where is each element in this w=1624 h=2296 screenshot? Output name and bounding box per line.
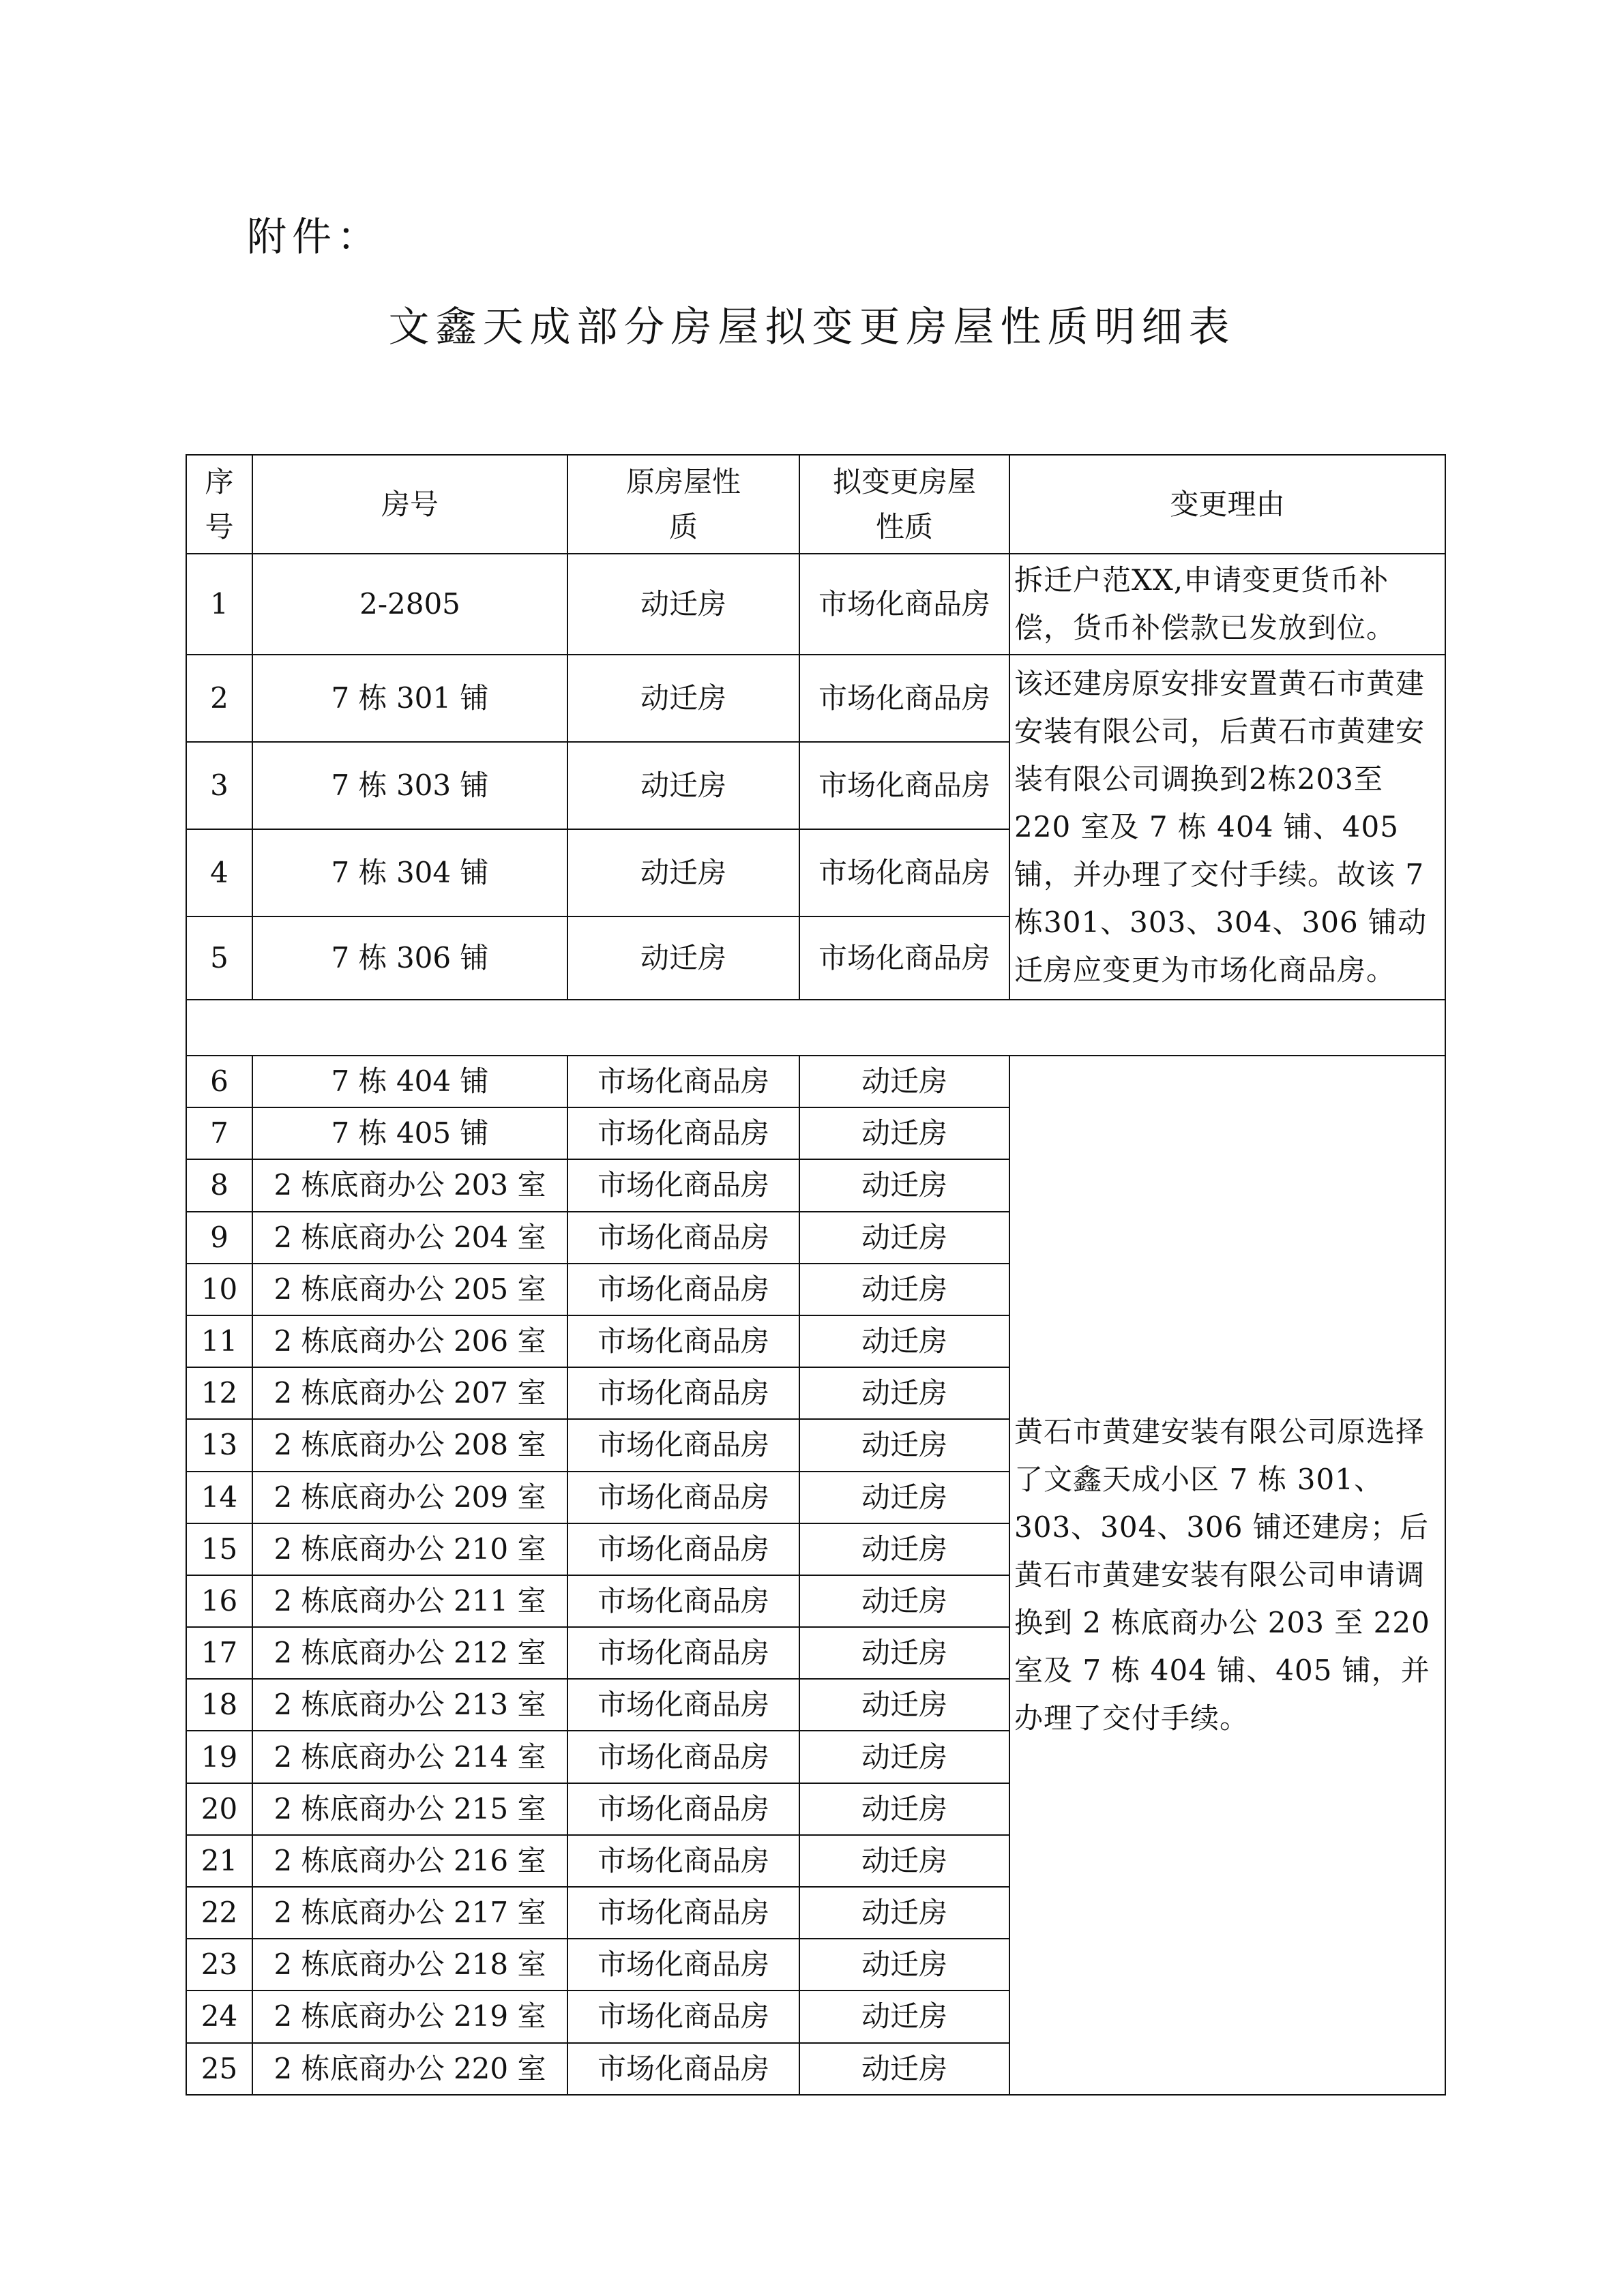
cell-orig-nature: 市场化商品房 [567, 1367, 799, 1419]
cell-orig-nature: 市场化商品房 [567, 1419, 799, 1471]
cell-orig-nature: 市场化商品房 [567, 1056, 799, 1107]
cell-room: 7 栋 404 铺 [252, 1056, 567, 1107]
cell-seq: 11 [186, 1315, 252, 1367]
spacer-row [186, 1000, 1445, 1056]
table-row [186, 554, 1445, 655]
cell-new-nature: 动迁房 [799, 1575, 1009, 1627]
cell-new-nature: 动迁房 [799, 1731, 1009, 1783]
cell-orig-nature: 动迁房 [567, 829, 799, 916]
cell-room: 2 栋底商办公 212 室 [252, 1627, 567, 1679]
cell-orig-nature: 市场化商品房 [567, 1575, 799, 1627]
cell-new-nature: 市场化商品房 [799, 655, 1009, 742]
cell-new-nature: 动迁房 [799, 1367, 1009, 1419]
cell-orig-nature: 动迁房 [567, 742, 799, 829]
cell-room: 2-2805 [252, 554, 567, 655]
cell-room: 2 栋底商办公 206 室 [252, 1315, 567, 1367]
cell-reason: 拆迁户范XX,申请变更货币补偿，货币补偿款已发放到位。 [1009, 554, 1445, 655]
cell-seq: 2 [186, 655, 252, 742]
cell-seq: 15 [186, 1523, 252, 1575]
cell-new-nature: 动迁房 [799, 1679, 1009, 1731]
cell-orig-nature: 市场化商品房 [567, 1939, 799, 1991]
cell-seq: 25 [186, 2043, 252, 2095]
cell-orig-nature: 市场化商品房 [567, 2043, 799, 2095]
cell-room: 7 栋 301 铺 [252, 655, 567, 742]
cell-room: 7 栋 405 铺 [252, 1107, 567, 1159]
cell-new-nature: 动迁房 [799, 1939, 1009, 1991]
cell-room: 7 栋 303 铺 [252, 742, 567, 829]
cell-room: 2 栋底商办公 208 室 [252, 1419, 567, 1471]
cell-orig-nature: 动迁房 [567, 554, 799, 655]
cell-new-nature: 动迁房 [799, 1783, 1009, 1835]
spacer-cell [186, 1000, 1445, 1056]
cell-seq: 16 [186, 1575, 252, 1627]
cell-orig-nature: 市场化商品房 [567, 1991, 799, 2042]
cell-reason-group1: 该还建房原安排安置黄石市黄建安装有限公司，后黄石市黄建安装有限公司调换到2栋203至 220 室及 7 栋 404 铺、405 铺，并办理了交付手续。故该 7 栋301、303、304、306 铺动迁房应变更为市场化商品房。 [1009, 655, 1445, 1000]
cell-seq: 9 [186, 1212, 252, 1264]
cell-orig-nature: 市场化商品房 [567, 1264, 799, 1315]
cell-seq: 17 [186, 1627, 252, 1679]
cell-orig-nature: 市场化商品房 [567, 1159, 799, 1211]
cell-orig-nature: 市场化商品房 [567, 1887, 799, 1939]
cell-seq: 19 [186, 1731, 252, 1783]
cell-new-nature: 市场化商品房 [799, 554, 1009, 655]
header-room: 房号 [252, 455, 567, 554]
cell-new-nature: 市场化商品房 [799, 829, 1009, 916]
cell-seq: 3 [186, 742, 252, 829]
cell-room: 2 栋底商办公 215 室 [252, 1783, 567, 1835]
cell-new-nature: 市场化商品房 [799, 916, 1009, 1000]
cell-seq: 20 [186, 1783, 252, 1835]
cell-new-nature: 动迁房 [799, 1887, 1009, 1939]
cell-orig-nature: 市场化商品房 [567, 1679, 799, 1731]
cell-new-nature: 市场化商品房 [799, 742, 1009, 829]
cell-new-nature: 动迁房 [799, 1419, 1009, 1471]
cell-seq: 12 [186, 1367, 252, 1419]
cell-room: 2 栋底商办公 211 室 [252, 1575, 567, 1627]
cell-orig-nature: 市场化商品房 [567, 1523, 799, 1575]
cell-orig-nature: 动迁房 [567, 655, 799, 742]
table-header-row [186, 455, 1445, 554]
cell-room: 2 栋底商办公 203 室 [252, 1159, 567, 1211]
cell-room: 2 栋底商办公 216 室 [252, 1835, 567, 1887]
cell-room: 2 栋底商办公 217 室 [252, 1887, 567, 1939]
cell-orig-nature: 市场化商品房 [567, 1212, 799, 1264]
cell-new-nature: 动迁房 [799, 1472, 1009, 1523]
cell-room: 2 栋底商办公 218 室 [252, 1939, 567, 1991]
cell-seq: 14 [186, 1472, 252, 1523]
cell-new-nature: 动迁房 [799, 1159, 1009, 1211]
cell-seq: 10 [186, 1264, 252, 1315]
cell-orig-nature: 市场化商品房 [567, 1783, 799, 1835]
cell-room: 2 栋底商办公 210 室 [252, 1523, 567, 1575]
cell-room: 2 栋底商办公 220 室 [252, 2043, 567, 2095]
cell-new-nature: 动迁房 [799, 1835, 1009, 1887]
cell-room: 2 栋底商办公 213 室 [252, 1679, 567, 1731]
cell-new-nature: 动迁房 [799, 1264, 1009, 1315]
cell-room: 2 栋底商办公 214 室 [252, 1731, 567, 1783]
cell-new-nature: 动迁房 [799, 1523, 1009, 1575]
header-orig-nature: 原房屋性质 [567, 455, 799, 554]
cell-seq: 1 [186, 554, 252, 655]
cell-seq: 22 [186, 1887, 252, 1939]
cell-seq: 21 [186, 1835, 252, 1887]
document-title: 文鑫天成部分房屋拟变更房屋性质明细表 [388, 303, 1236, 351]
cell-new-nature: 动迁房 [799, 1107, 1009, 1159]
cell-seq: 24 [186, 1991, 252, 2042]
cell-seq: 23 [186, 1939, 252, 1991]
table-row [186, 1056, 1445, 1107]
cell-orig-nature: 市场化商品房 [567, 1835, 799, 1887]
cell-new-nature: 动迁房 [799, 1315, 1009, 1367]
cell-orig-nature: 市场化商品房 [567, 1472, 799, 1523]
cell-seq: 5 [186, 916, 252, 1000]
cell-reason-group2: 黄石市黄建安装有限公司原选择了文鑫天成小区 7 栋 301、303、304、306 铺还建房；后黄石市黄建安装有限公司申请调换到 2 栋底商办公 203 至 220室及 7 栋 404 铺、405 铺，并办理了交付手续。 [1009, 1056, 1445, 2095]
cell-room: 2 栋底商办公 204 室 [252, 1212, 567, 1264]
header-seq: 序号 [186, 455, 252, 554]
cell-room: 2 栋底商办公 219 室 [252, 1991, 567, 2042]
cell-orig-nature: 市场化商品房 [567, 1107, 799, 1159]
cell-seq: 8 [186, 1159, 252, 1211]
cell-room: 2 栋底商办公 209 室 [252, 1472, 567, 1523]
cell-new-nature: 动迁房 [799, 1212, 1009, 1264]
cell-room: 7 栋 304 铺 [252, 829, 567, 916]
cell-orig-nature: 市场化商品房 [567, 1315, 799, 1367]
table-row [186, 655, 1445, 742]
cell-seq: 4 [186, 829, 252, 916]
cell-new-nature: 动迁房 [799, 2043, 1009, 2095]
cell-room: 2 栋底商办公 207 室 [252, 1367, 567, 1419]
cell-room: 2 栋底商办公 205 室 [252, 1264, 567, 1315]
header-new-nature: 拟变更房屋性质 [799, 455, 1009, 554]
cell-new-nature: 动迁房 [799, 1627, 1009, 1679]
attachment-label: 附件： [247, 213, 383, 260]
cell-room: 7 栋 306 铺 [252, 916, 567, 1000]
cell-seq: 18 [186, 1679, 252, 1731]
cell-seq: 7 [186, 1107, 252, 1159]
cell-seq: 13 [186, 1419, 252, 1471]
cell-orig-nature: 动迁房 [567, 916, 799, 1000]
detail-table [186, 454, 1446, 2096]
header-reason: 变更理由 [1009, 455, 1445, 554]
cell-seq: 6 [186, 1056, 252, 1107]
cell-orig-nature: 市场化商品房 [567, 1627, 799, 1679]
cell-orig-nature: 市场化商品房 [567, 1731, 799, 1783]
cell-new-nature: 动迁房 [799, 1991, 1009, 2042]
cell-new-nature: 动迁房 [799, 1056, 1009, 1107]
